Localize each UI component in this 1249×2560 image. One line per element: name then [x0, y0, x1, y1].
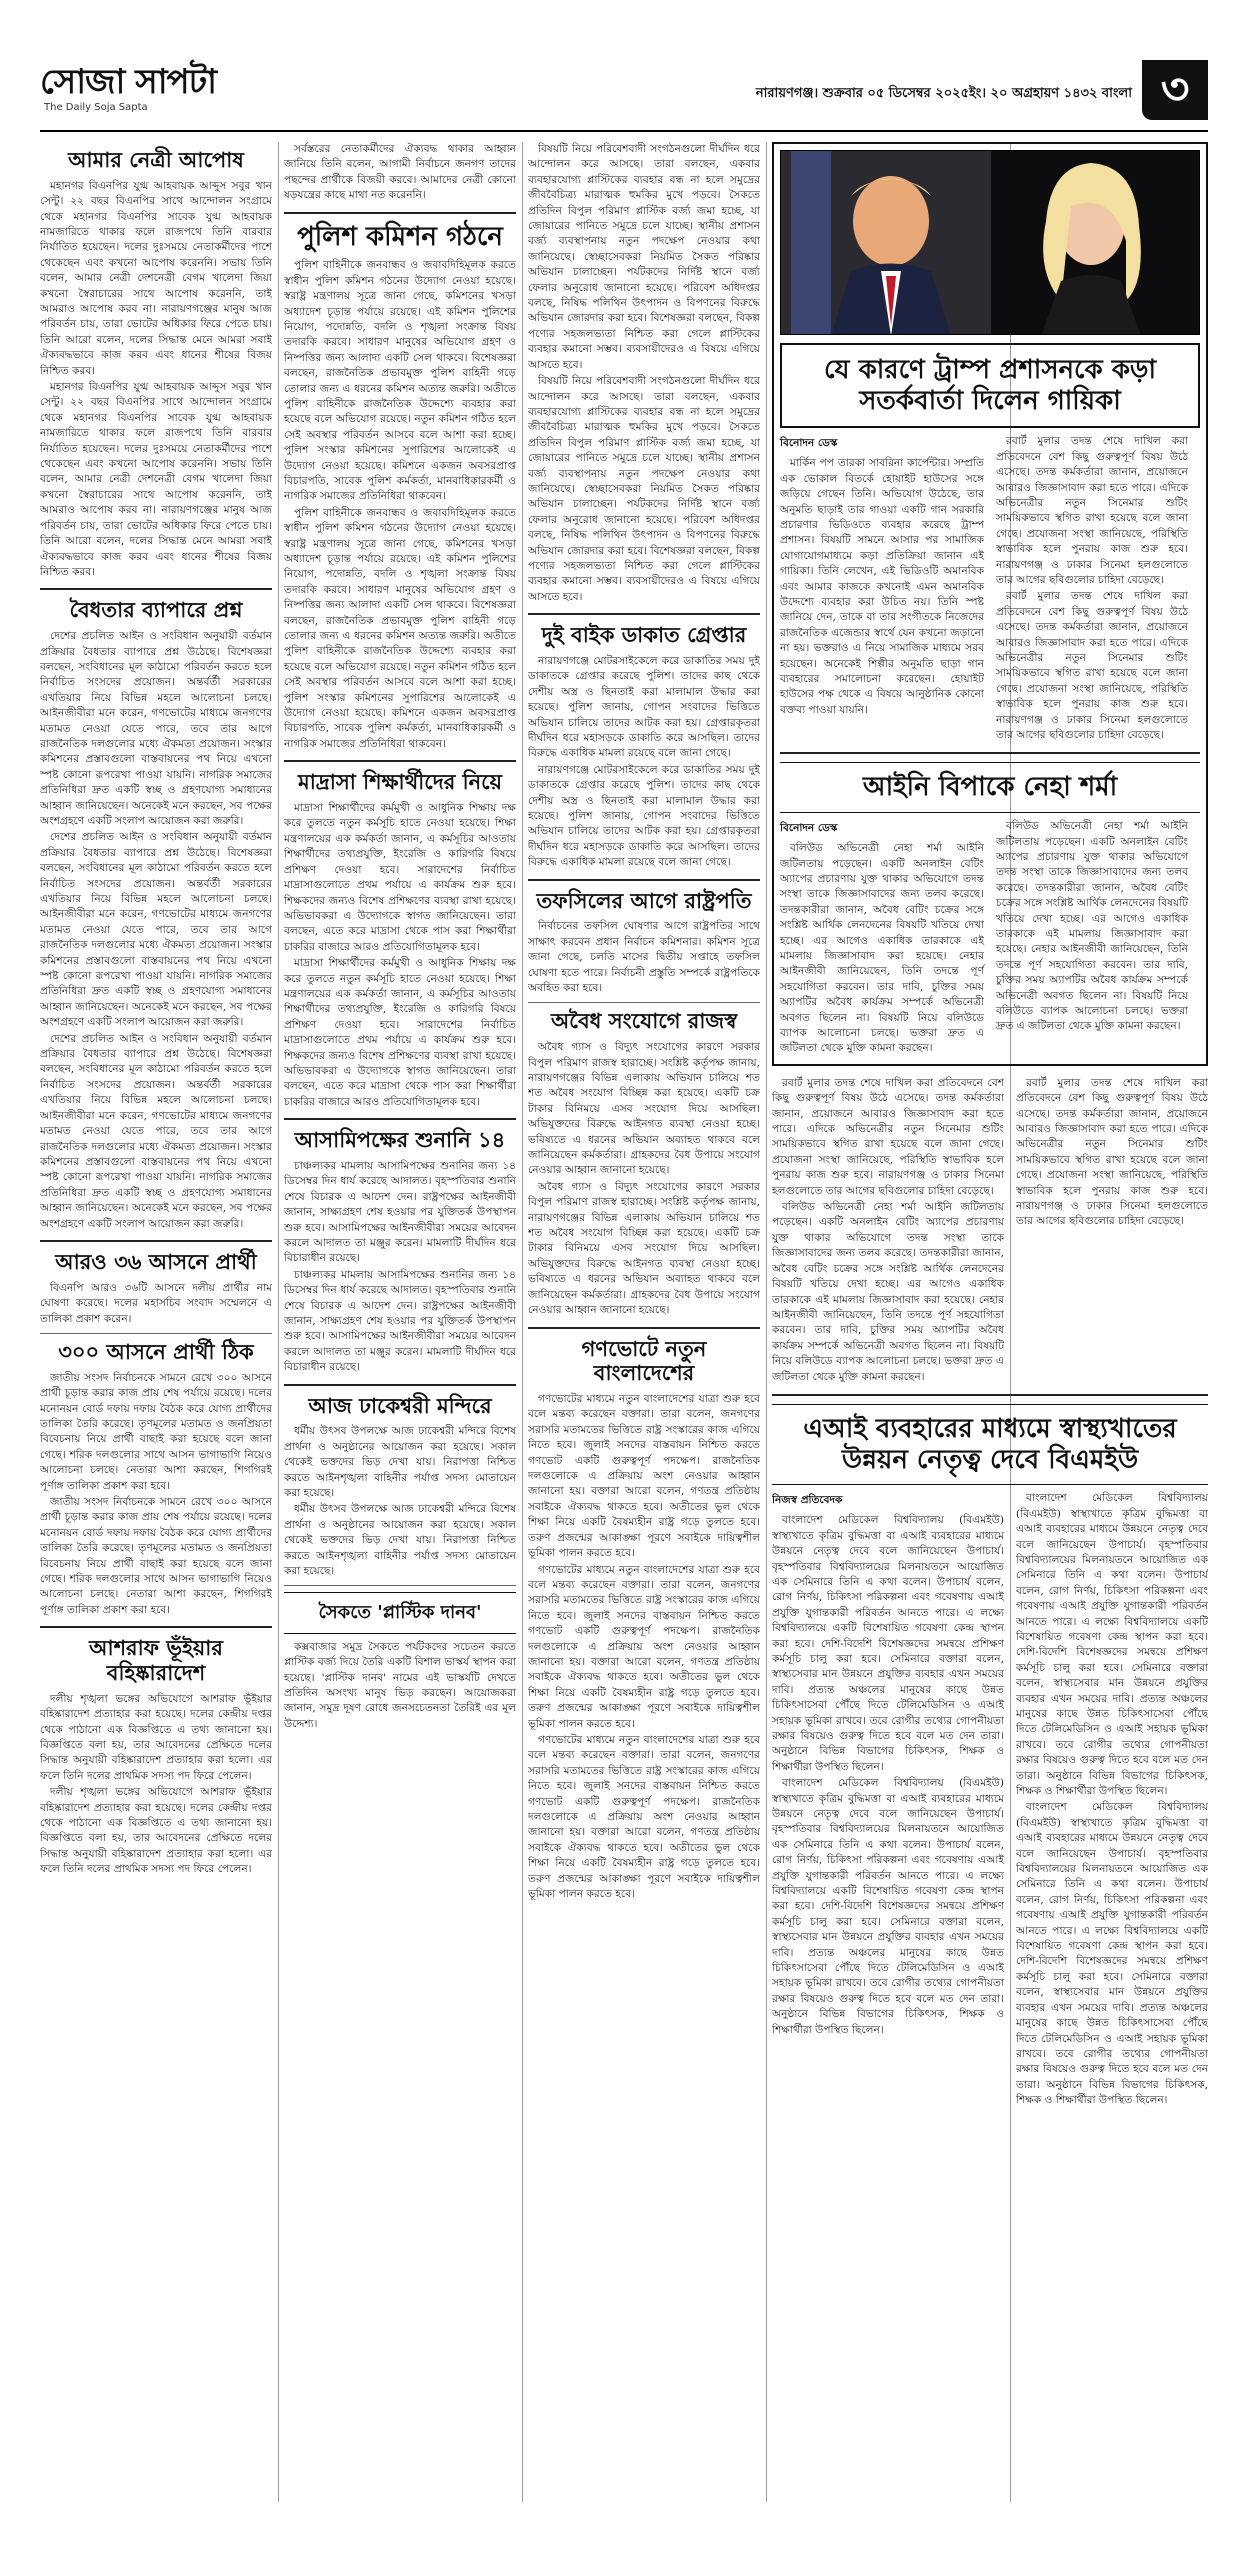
lower-col-left — [772, 1076, 1004, 1386]
feature-col-right — [1016, 1491, 1208, 2109]
photo-illustration — [781, 151, 1200, 335]
article-body: রবার্ট মুলার তদন্ত শেষে দাখিল করা প্রতিবেদনে বেশ কিছু গুরুত্বপূর্ণ বিষয় উঠে এসেছে। তদন্ত কর্মকর্তারা জানান, প্রয়োজনে আবারও জিজ্ঞাসাবাদ করা হতে পারে। এদিকে অভিনেত্রীর নতুন সিনেমার শুটিং সাময়িকভাবে স্থগিত রাখা হয়েছে বলে জানা গেছে। প্রযোজনা সংস্থা জানিয়েছে, পরিস্থিতি স্বাভাবিক হলে পুনরায় কাজ শুরু হবে। নারায়ণগঞ্জ ও ঢাকার সিনেমা হলগুলোতে তার আগের ছবিগুলোর চাহিদা বেড়েছে। — [1016, 1076, 1208, 1228]
article-illegal-connection — [528, 1009, 760, 1318]
divider — [528, 1002, 760, 1003]
dateline: নারায়ণগঞ্জ। শুক্রবার ০৫ ডিসেম্বর ২০২৫ইং। ২০ অগ্রহায়ণ ১৪৩২ বাংলা — [755, 86, 1132, 101]
article-body: কক্সবাজার সমুদ্র সৈকতে পর্যটকদের সচেতন করতে প্লাস্টিক বর্জ্য দিয়ে তৈরি একটি বিশাল ভাস্কর্য স্থাপন করা হয়েছে। 'প্লাস্টিক দানব' নামের এই ভাস্কর্যটি দেখতে প্রতিদিন অসংখ্য মানুষ ভিড় করছেন। আয়োজকরা জানান, সমুদ্র দূষণ রোধে জনসচেতনতা তৈরিই এর মূল উদ্দেশ্য। — [284, 1640, 516, 1730]
masthead — [40, 58, 1208, 132]
article-madrasa — [284, 770, 516, 1110]
headline: এআই ব্যবহারের মাধ্যমে স্বাস্থ্যখাতের উন্নয়ন নেতৃত্ব দেবে বিএমইউ — [803, 1413, 1177, 1475]
newspaper-logo — [40, 62, 230, 120]
article-body: দলীয় শৃঙ্খলা ভঙ্গের অভিযোগে আশরাফ ভূঁইয়ার বহিষ্কারাদেশ প্রত্যাহার করা হয়েছে। দলের কেন্দ্রীয় দপ্তর থেকে পাঠানো এক বিজ্ঞপ্তিতে এ তথ্য জানানো হয়। বিজ্ঞপ্তিতে বলা হয়, তার আবেদনের প্রেক্ষিতে দলের সিদ্ধান্ত অনুযায়ী বহিষ্কারাদেশ প্রত্যাহার করা হলো। এর ফলে তিনি দলের প্রাথমিক সদস্য পদ ফিরে পেলেন। দলীয় শৃঙ্খলা ভঙ্গের অভিযোগে আশরাফ ভূঁইয়ার বহিষ্কারাদেশ প্রত্যাহার করা হয়েছে। দলের কেন্দ্রীয় দপ্তর থেকে পাঠানো এক বিজ্ঞপ্তিতে এ তথ্য জানানো হয়। বিজ্ঞপ্তিতে বলা হয়, তার আবেদনের প্রেক্ষিতে দলের সিদ্ধান্ত অনুযায়ী বহিষ্কারাদেশ প্রত্যাহার করা হলো। এর ফলে তিনি দলের প্রাথমিক সদস্য পদ ফিরে পেলেন। — [40, 1692, 272, 1876]
headline: আমার নেত্রী আপোষ — [68, 148, 244, 172]
page-number: ৩ — [1142, 60, 1208, 120]
headline: ৩০০ আসনে প্রার্থী ঠিক — [58, 1339, 254, 1364]
lower-columns — [772, 1076, 1208, 1386]
article-body: নির্বাচনের তফসিল ঘোষণার আগে রাষ্ট্রপতির সাথে সাক্ষাৎ করবেন প্রধান নির্বাচন কমিশনার। কমিশন সূত্রে জানা গেছে, চলতি মাসের দ্বিতীয় সপ্তাহে তফসিল ঘোষণা হতে পারে। নির্বাচনী প্রস্তুতি সম্পর্কে রাষ্ট্রপতিকে অবহিত করা হবে। — [528, 920, 760, 995]
article-36-seats — [40, 1250, 272, 1327]
divider — [40, 588, 272, 590]
byline: বিনোদন ডেস্ক — [780, 822, 838, 835]
article-plastic-monster — [284, 1592, 516, 1732]
entertainment-section — [772, 142, 1208, 2502]
feature-col-left — [772, 1491, 1004, 2109]
headline: পুলিশ কমিশন গঠনে — [297, 221, 503, 252]
divider — [284, 1585, 516, 1586]
byline: নিজস্ব প্রতিবেদক — [772, 1494, 843, 1507]
headline: বৈধতার ব্যাপারে প্রশ্ন — [69, 598, 243, 623]
headline-box — [780, 762, 1200, 813]
headline: আজ ঢাকেশ্বরী মন্দিরে — [308, 1393, 492, 1418]
headline-box — [284, 1592, 516, 1633]
divider — [284, 212, 516, 214]
headline-box — [772, 1404, 1208, 1485]
article-hearing — [284, 1128, 516, 1375]
feature-columns — [772, 1491, 1208, 2109]
feature-box — [772, 142, 1208, 1066]
article-body: অবৈধ গ্যাস ও বিদ্যুৎ সংযোগের কারণে সরকার বিপুল পরিমাণ রাজস্ব হারাচ্ছে। সংশ্লিষ্ট কর্তৃপক্ষ জানায়, নারায়ণগঞ্জের বিভিন্ন এলাকায় অভিযান চালিয়ে শত শত অবৈধ সংযোগ বিচ্ছিন্ন করা হয়েছে। একটি চক্র টাকার বিনিময়ে এসব সংযোগ দিয়ে আসছিল। অভিযুক্তদের বিরুদ্ধে আইনগত ব্যবস্থা নেওয়া হচ্ছে। ভবিষ্যতে এ ধরনের অভিযান অব্যাহত থাকবে বলে জানিয়েছেন কর্মকর্তারা। গ্রাহকদের বৈধ উপায়ে সংযোগ নেওয়ার আহ্বান জানানো হয়েছে। অবৈধ গ্যাস ও বিদ্যুৎ সংযোগের কারণে সরকার বিপুল পরিমাণ রাজস্ব হারাচ্ছে। সংশ্লিষ্ট কর্তৃপক্ষ জানায়, নারায়ণগঞ্জের বিভিন্ন এলাকায় অভিযান চালিয়ে শত শত অবৈধ সংযোগ বিচ্ছিন্ন করা হয়েছে। একটি চক্র টাকার বিনিময়ে এসব সংযোগ দিয়ে আসছিল। অভিযুক্তদের বিরুদ্ধে আইনগত ব্যবস্থা নেওয়া হচ্ছে। ভবিষ্যতে এ ধরনের অভিযান অব্যাহত থাকবে বলে জানিয়েছেন কর্মকর্তারা। গ্রাহকদের বৈধ উপায়ে সংযোগ নেওয়ার আহ্বান জানানো হয়েছে। — [528, 1041, 760, 1317]
feature-col-left — [780, 819, 984, 1058]
article-body: বিএনপি আরও ৩৬টি আসনে দলীয় প্রার্থীর নাম ঘোষণা করেছে। দলের মহাসচিব সংবাদ সম্মেলনে এ তালিকা প্রকাশ করেন। — [40, 1281, 272, 1325]
article-body: বলিউড অভিনেত্রী নেহা শর্মা আইনি জটিলতায় পড়েছেন। একটি অনলাইন বেটিং অ্যাপের প্রচারণায় যুক্ত থাকার অভিযোগে তদন্ত সংস্থা তাকে জিজ্ঞাসাবাদের জন্য তলব করেছে। তদন্তকারীরা জানান, অবৈধ বেটিং চক্রের সঙ্গে সংশ্লিষ্ট আর্থিক লেনদেনের বিষয়টি খতিয়ে দেখা হচ্ছে। এর আগেও একাধিক তারকাকে এই মামলায় জিজ্ঞাসাবাদ করা হয়েছে। নেহার আইনজীবী জানিয়েছেন, তিনি তদন্তে পূর্ণ সহযোগিতা করবেন। তার দাবি, চুক্তির সময় অ্যাপটির অবৈধ কার্যক্রম সম্পর্কে অভিনেত্রী অবগত ছিলেন না। বিষয়টি নিয়ে বলিউডে ব্যাপক আলোচনা চলছে। ভক্তরা দ্রুত এ জটিলতা থেকে মুক্তি কামনা করছেন। — [996, 820, 1188, 1033]
article-body: বলিউড অভিনেত্রী নেহা শর্মা আইনি জটিলতায় পড়েছেন। একটি অনলাইন বেটিং অ্যাপের প্রচারণায় যুক্ত থাকার অভিযোগে তদন্ত সংস্থা তাকে জিজ্ঞাসাবাদের জন্য তলব করেছে। তদন্তকারীরা জানান, অবৈধ বেটিং চক্রের সঙ্গে সংশ্লিষ্ট আর্থিক লেনদেনের বিষয়টি খতিয়ে দেখা হচ্ছে। এর আগেও একাধিক তারকাকে এই মামলায় জিজ্ঞাসাবাদ করা হয়েছে। নেহার আইনজীবী জানিয়েছেন, তিনি তদন্তে পূর্ণ সহযোগিতা করবেন। তার দাবি, চুক্তির সময় অ্যাপটির অবৈধ কার্যক্রম সম্পর্কে অভিনেত্রী অবগত ছিলেন না। বিষয়টি নিয়ে বলিউডে ব্যাপক আলোচনা চলছে। ভক্তরা দ্রুত এ জটিলতা থেকে মুক্তি কামনা করছেন। — [780, 842, 984, 1055]
headline-box — [780, 343, 1200, 428]
column-1 — [40, 142, 272, 2502]
article-body: মার্কিন পপ তারকা সাবরিনা কার্পেন্টার। সম্প্রতি এক ভোকাল বিতর্কে হোয়াইট হাউসের সঙ্গে জড়িয়ে গেছেন তিনি। অভিযোগ উঠেছে, তার অনুমতি ছাড়াই তার গাওয়া একটি গান সরকারি প্রচারণার ভিডিওতে ব্যবহার করেছে ট্রাম্প প্রশাসন। বিষয়টি সামনে আসার পর সামাজিক যোগাযোগমাধ্যমে কড়া প্রতিক্রিয়া জানান এই গায়িকা। তিনি লেখেন, এই ভিডিওটি অমানবিক এবং আমার কাজকে কখনোই এমন অমানবিক উদ্দেশ্যে ব্যবহার করা উচিত নয়। তিনি স্পষ্ট জানিয়ে দেন, তাকে বা তার সংগীতকে নিজেদের রাজনৈতিক এজেন্ডার স্বার্থে যেন কখনো জড়ানো না হয়। ভক্তরাও এ নিয়ে সামাজিক মাধ্যমে সরব হয়েছেন। অনেকেই শিল্পীর অনুমতি ছাড়া গান ব্যবহারের সমালোচনা করেছেন। হোয়াইট হাউসের পক্ষ থেকে এ বিষয়ে আনুষ্ঠানিক কোনো বক্তব্য পাওয়া যায়নি। — [780, 457, 984, 716]
article-body: জাতীয় সংসদ নির্বাচনকে সামনে রেখে ৩০০ আসনে প্রার্থী চূড়ান্ত করার কাজ প্রায় শেষ পর্যায়ে রয়েছে। দলের মনোনয়ন বোর্ড দফায় দফায় বৈঠক করে যোগ্য প্রার্থীদের তালিকা তৈরি করেছে। তৃণমূলের মতামত ও জনপ্রিয়তা বিবেচনায় নিয়ে প্রার্থী বাছাই করা হয়েছে বলে জানা গেছে। শরিক দলগুলোর সাথে আসন ভাগাভাগি নিয়েও আলোচনা চলছে। নেতারা আশা করছেন, শিগগিরই পূর্ণাঙ্গ তালিকা প্রকাশ করা হবে। জাতীয় সংসদ নির্বাচনকে সামনে রেখে ৩০০ আসনে প্রার্থী চূড়ান্ত করার কাজ প্রায় শেষ পর্যায়ে রয়েছে। দলের মনোনয়ন বোর্ড দফায় দফায় বৈঠক করে যোগ্য প্রার্থীদের তালিকা তৈরি করেছে। তৃণমূলের মতামত ও জনপ্রিয়তা বিবেচনায় নিয়ে প্রার্থী বাছাই করা হয়েছে বলে জানা গেছে। শরিক দলগুলোর সাথে আসন ভাগাভাগি নিয়েও আলোচনা চলছে। নেতারা আশা করছেন, শিগগিরই পূর্ণাঙ্গ তালিকা প্রকাশ করা হবে। — [40, 1371, 272, 1616]
divider — [528, 613, 760, 615]
article-ai-health — [772, 1404, 1208, 2110]
article-dhakeshwari — [284, 1394, 516, 1580]
divider — [40, 1333, 272, 1334]
article-body: মহানগর বিএনপির যুগ্ম আহবায়ক আব্দুস সবুর খান সেন্টু। ২২ বছর বিএনপির সাথে আন্দোলন সংগ্রামে থেকে মহানগর বিএনপির সাবেক যুগ্ম আহবায়ক নামজারিতে থাকার ফলে রাজপথে তিনি বারবার নির্যাতিত হয়েছেন। দলের দুঃসময়ে নেতাকর্মীদের পাশে থেকেছেন এবং কখনো আপোষ করেননি। সভায় তিনি বলেন, আমার নেত্রী দেশনেত্রী বেগম খালেদা জিয়া কখনো স্বৈরাচারের সাথে আপোষ করেননি, তাই আমরাও আপোষ করব না। নারায়ণগঞ্জের মানুষ আজ পরিবর্তন চায়, তারা ভোটের অধিকার ফিরে পেতে চায়। তিনি আরো বলেন, দলের সিদ্ধান্ত মেনে আমরা সবাই ঐক্যবদ্ধভাবে কাজ করব এবং ধানের শীষের বিজয় নিশ্চিত করব। মহানগর বিএনপির যুগ্ম আহবায়ক আব্দুস সবুর খান সেন্টু। ২২ বছর বিএনপির সাথে আন্দোলন সংগ্রামে থেকে মহানগর বিএনপির সাবেক যুগ্ম আহবায়ক নামজারিতে থাকার ফলে রাজপথে তিনি বারবার নির্যাতিত হয়েছেন। দলের দুঃসময়ে নেতাকর্মীদের পাশে থেকেছেন এবং কখনো আপোষ করেননি। সভায় তিনি বলেন, আমার নেত্রী দেশনেত্রী বেগম খালেদা জিয়া কখনো স্বৈরাচারের সাথে আপোষ করেননি, তাই আমরাও আপোষ করব না। নারায়ণগঞ্জের মানুষ আজ পরিবর্তন চায়, তারা ভোটের অধিকার ফিরে পেতে চায়। তিনি আরো বলেন, দলের সিদ্ধান্ত মেনে আমরা সবাই ঐক্যবদ্ধভাবে কাজ করব এবং ধানের শীষের বিজয় নিশ্চিত করব। — [40, 179, 272, 578]
article-body: ধর্মীয় উৎসব উপলক্ষে আজ ঢাকেশ্বরী মন্দিরে বিশেষ প্রার্থনা ও অনুষ্ঠানের আয়োজন করা হয়েছে। সকাল থেকেই ভক্তদের ভিড় দেখা যায়। নিরাপত্তা নিশ্চিত করতে আইনশৃঙ্খলা বাহিনীর পর্যাপ্ত সদস্য মোতায়েন করা হয়েছে। ধর্মীয় উৎসব উপলক্ষে আজ ঢাকেশ্বরী মন্দিরে বিশেষ প্রার্থনা ও অনুষ্ঠানের আয়োজন করা হয়েছে। সকাল থেকেই ভক্তদের ভিড় দেখা যায়। নিরাপত্তা নিশ্চিত করতে আইনশৃঙ্খলা বাহিনীর পর্যাপ্ত সদস্য মোতায়েন করা হয়েছে। — [284, 1425, 516, 1578]
divider — [772, 1394, 1208, 1396]
column-divider — [522, 142, 523, 2502]
divider — [40, 1240, 272, 1242]
news-photo — [780, 150, 1200, 335]
divider — [528, 879, 760, 881]
headline: তফসিলের আগে রাষ্ট্রপতি — [536, 888, 752, 913]
article-president — [528, 889, 760, 997]
article-boidhota — [40, 598, 272, 1232]
article-body: গণভোটের মাধ্যমে নতুন বাংলাদেশের যাত্রা শুরু হবে বলে মন্তব্য করেছেন বক্তারা। তারা বলেন, জনগণের সরাসরি মতামতের ভিত্তিতে রাষ্ট্র সংস্কারের কাজ এগিয়ে নিতে হবে। জুলাই সনদের বাস্তবায়ন নিশ্চিত করতে গণভোট একটি গুরুত্বপূর্ণ পদক্ষেপ। রাজনৈতিক দলগুলোকে এ প্রক্রিয়ায় অংশ নেওয়ার আহ্বান জানানো হয়। বক্তারা আরো বলেন, গণতন্ত্র প্রতিষ্ঠায় সবাইকে ঐক্যবদ্ধ থাকতে হবে। অতীতের ভুল থেকে শিক্ষা নিয়ে একটি বৈষম্যহীন রাষ্ট্র গড়ে তুলতে হবে। তরুণ প্রজন্মের আকাঙ্ক্ষা পূরণে সবাইকে দায়িত্বশীল ভূমিকা পালন করতে হবে। গণভোটের মাধ্যমে নতুন বাংলাদেশের যাত্রা শুরু হবে বলে মন্তব্য করেছেন বক্তারা। তারা বলেন, জনগণের সরাসরি মতামতের ভিত্তিতে রাষ্ট্র সংস্কারের কাজ এগিয়ে নিতে হবে। জুলাই সনদের বাস্তবায়ন নিশ্চিত করতে গণভোট একটি গুরুত্বপূর্ণ পদক্ষেপ। রাজনৈতিক দলগুলোকে এ প্রক্রিয়ায় অংশ নেওয়ার আহ্বান জানানো হয়। বক্তারা আরো বলেন, গণতন্ত্র প্রতিষ্ঠায় সবাইকে ঐক্যবদ্ধ থাকতে হবে। অতীতের ভুল থেকে শিক্ষা নিয়ে একটি বৈষম্যহীন রাষ্ট্র গড়ে তুলতে হবে। তরুণ প্রজন্মের আকাঙ্ক্ষা পূরণে সবাইকে দায়িত্বশীল ভূমিকা পালন করতে হবে। গণভোটের মাধ্যমে নতুন বাংলাদেশের যাত্রা শুরু হবে বলে মন্তব্য করেছেন বক্তারা। তারা বলেন, জনগণের সরাসরি মতামতের ভিত্তিতে রাষ্ট্র সংস্কারের কাজ এগিয়ে নিতে হবে। জুলাই সনদের বাস্তবায়ন নিশ্চিত করতে গণভোট একটি গুরুত্বপূর্ণ পদক্ষেপ। রাজনৈতিক দলগুলোকে এ প্রক্রিয়ায় অংশ নেওয়ার আহ্বান জানানো হয়। বক্তারা আরো বলেন, গণতন্ত্র প্রতিষ্ঠায় সবাইকে ঐক্যবদ্ধ থাকতে হবে। অতীতের ভুল থেকে শিক্ষা নিয়ে একটি বৈষম্যহীন রাষ্ট্র গড়ে তুলতে হবে। তরুণ প্রজন্মের আকাঙ্ক্ষা পূরণে সবাইকে দায়িত্বশীল ভূমিকা পালন করতে হবে। — [528, 1393, 760, 1901]
divider — [284, 1118, 516, 1120]
article-bike-robbers — [528, 623, 760, 870]
article-body: নারায়ণগঞ্জে মোটরসাইকেলে করে ডাকাতির সময় দুই ডাকাতকে গ্রেপ্তার করেছে পুলিশ। তাদের কাছ থেকে দেশীয় অস্ত্র ও ছিনতাই করা মালামাল উদ্ধার করা হয়েছে। পুলিশ জানায়, গোপন সংবাদের ভিত্তিতে অভিযান চালিয়ে তাদের আটক করা হয়। গ্রেপ্তারকৃতরা দীর্ঘদিন ধরে মহাসড়কে ডাকাতি করে আসছিল। তাদের বিরুদ্ধে একাধিক মামলা রয়েছে বলে জানা গেছে। নারায়ণগঞ্জে মোটরসাইকেলে করে ডাকাতির সময় দুই ডাকাতকে গ্রেপ্তার করেছে পুলিশ। তাদের কাছ থেকে দেশীয় অস্ত্র ও ছিনতাই করা মালামাল উদ্ধার করা হয়েছে। পুলিশ জানায়, গোপন সংবাদের ভিত্তিতে অভিযান চালিয়ে তাদের আটক করা হয়। গ্রেপ্তারকৃতরা দীর্ঘদিন ধরে মহাসড়কে ডাকাতি করে আসছিল। তাদের বিরুদ্ধে একাধিক মামলা রয়েছে বলে জানা গেছে। — [528, 654, 760, 869]
article-referendum — [528, 1337, 760, 1903]
logo-title: সোজা সাপটা — [40, 62, 217, 102]
article-continuation: বিষয়টি নিয়ে পরিবেশবাদী সংগঠনগুলো দীর্ঘদিন ধরে আন্দোলন করে আসছে। তারা বলছেন, একবার ব্যবহারযোগ্য প্লাস্টিকের ব্যবহার বন্ধ না হলে সমুদ্রের জীববৈচিত্র্য মারাত্মক হুমকির মুখে পড়বে। সৈকতে প্রতিদিন বিপুল পরিমাণ প্লাস্টিক বর্জ্য জমা হচ্ছে, যা জোয়ারের পানিতে সমুদ্রে চলে যাচ্ছে। স্থানীয় প্রশাসন বর্জ্য ব্যবস্থাপনায় নতুন পদক্ষেপ নেওয়ার কথা জানিয়েছে। স্বেচ্ছাসেবকরা নিয়মিত সৈকত পরিষ্কার অভিযান চালাচ্ছেন। পর্যটকদের নির্দিষ্ট স্থানে বর্জ্য ফেলার অনুরোধ জানানো হয়েছে। পরিবেশ অধিদপ্তর বলছে, নিষিদ্ধ পলিথিন উৎপাদন ও বিপণনের বিরুদ্ধে অভিযান জোরদার করা হবে। বিশেষজ্ঞরা বলছেন, বিকল্প পণ্যের সহজলভ্যতা নিশ্চিত করা গেলে প্লাস্টিকের ব্যবহার কমানো সম্ভব। ব্যবসায়ীদেরও এ বিষয়ে এগিয়ে আসতে হবে। বিষয়টি নিয়ে পরিবেশবাদী সংগঠনগুলো দীর্ঘদিন ধরে আন্দোলন করে আসছে। তারা বলছেন, একবার ব্যবহারযোগ্য প্লাস্টিকের ব্যবহার বন্ধ না হলে সমুদ্রের জীববৈচিত্র্য মারাত্মক হুমকির মুখে পড়বে। সৈকতে প্রতিদিন বিপুল পরিমাণ প্লাস্টিক বর্জ্য জমা হচ্ছে, যা জোয়ারের পানিতে সমুদ্রে চলে যাচ্ছে। স্থানীয় প্রশাসন বর্জ্য ব্যবস্থাপনায় নতুন পদক্ষেপ নেওয়ার কথা জানিয়েছে। স্বেচ্ছাসেবকরা নিয়মিত সৈকত পরিষ্কার অভিযান চালাচ্ছেন। পর্যটকদের নির্দিষ্ট স্থানে বর্জ্য ফেলার অনুরোধ জানানো হয়েছে। পরিবেশ অধিদপ্তর বলছে, নিষিদ্ধ পলিথিন উৎপাদন ও বিপণনের বিরুদ্ধে অভিযান জোরদার করা হবে। বিশেষজ্ঞরা বলছেন, বিকল্প পণ্যের সহজলভ্যতা নিশ্চিত করা গেলে প্লাস্টিকের ব্যবহার কমানো সম্ভব। ব্যবসায়ীদেরও এ বিষয়ে এগিয়ে আসতে হবে। — [528, 143, 760, 603]
column-2 — [284, 142, 516, 2502]
divider — [528, 1327, 760, 1329]
article-body: বাংলাদেশ মেডিকেল বিশ্ববিদ্যালয় (বিএমইউ) স্বাস্থ্যখাতে কৃত্রিম বুদ্ধিমত্তা বা এআই ব্যবহারের মাধ্যমে উন্নয়নে নেতৃত্ব দেবে বলে জানিয়েছেন উপাচার্য। বৃহস্পতিবার বিশ্ববিদ্যালয়ের মিলনায়তনে আয়োজিত এক সেমিনারে তিনি এ কথা বলেন। উপাচার্য বলেন, রোগ নির্ণয়, চিকিৎসা পরিকল্পনা এবং গবেষণায় এআই প্রযুক্তি যুগান্তকারী পরিবর্তন আনতে পারে। এ লক্ষ্যে বিশ্ববিদ্যালয়ে একটি বিশেষায়িত গবেষণা কেন্দ্র স্থাপন করা হবে। দেশি-বিদেশি বিশেষজ্ঞদের সমন্বয়ে প্রশিক্ষণ কর্মসূচি চালু করা হবে। সেমিনারে বক্তারা বলেন, স্বাস্থ্যসেবার মান উন্নয়নে প্রযুক্তির ব্যবহার এখন সময়ের দাবি। প্রত্যন্ত অঞ্চলের মানুষের কাছে উন্নত চিকিৎসাসেবা পৌঁছে দিতে টেলিমেডিসিন ও এআই সহায়ক ভূমিকা রাখবে। তবে রোগীর তথ্যের গোপনীয়তা রক্ষার বিষয়েও গুরুত্ব দিতে হবে বলে মত দেন তারা। অনুষ্ঠানে বিভিন্ন বিভাগের চিকিৎসক, শিক্ষক ও শিক্ষার্থীরা উপস্থিত ছিলেন। বাংলাদেশ মেডিকেল বিশ্ববিদ্যালয় (বিএমইউ) স্বাস্থ্যখাতে কৃত্রিম বুদ্ধিমত্তা বা এআই ব্যবহারের মাধ্যমে উন্নয়নে নেতৃত্ব দেবে বলে জানিয়েছেন উপাচার্য। বৃহস্পতিবার বিশ্ববিদ্যালয়ের মিলনায়তনে আয়োজিত এক সেমিনারে তিনি এ কথা বলেন। উপাচার্য বলেন, রোগ নির্ণয়, চিকিৎসা পরিকল্পনা এবং গবেষণায় এআই প্রযুক্তি যুগান্তকারী পরিবর্তন আনতে পারে। এ লক্ষ্যে বিশ্ববিদ্যালয়ে একটি বিশেষায়িত গবেষণা কেন্দ্র স্থাপন করা হবে। দেশি-বিদেশি বিশেষজ্ঞদের সমন্বয়ে প্রশিক্ষণ কর্মসূচি চালু করা হবে। সেমিনারে বক্তারা বলেন, স্বাস্থ্যসেবার মান উন্নয়নে প্রযুক্তির ব্যবহার এখন সময়ের দাবি। প্রত্যন্ত অঞ্চলের মানুষের কাছে উন্নত চিকিৎসাসেবা পৌঁছে দিতে টেলিমেডিসিন ও এআই সহায়ক ভূমিকা রাখবে। তবে রোগীর তথ্যের গোপনীয়তা রক্ষার বিষয়েও গুরুত্ব দিতে হবে বলে মত দেন তারা। অনুষ্ঠানে বিভিন্ন বিভাগের চিকিৎসক, শিক্ষক ও শিক্ষার্থীরা উপস্থিত ছিলেন। — [1016, 1492, 1208, 2107]
feature-columns — [780, 434, 1200, 744]
headline: সৈকতে 'প্লাস্টিক দানব' — [318, 1602, 482, 1624]
headline: আইনি বিপাকে নেহা শর্মা — [862, 772, 1118, 803]
article-body: চাঞ্চল্যকর মামলায় আসামিপক্ষের শুনানির জন্য ১৪ ডিসেম্বর দিন ধার্য করেছে আদালত। বৃহস্পতিবার শুনানি শেষে বিচারক এ আদেশ দেন। রাষ্ট্রপক্ষের আইনজীবী জানান, সাক্ষ্যগ্রহণ শেষ হওয়ার পর যুক্তিতর্ক উপস্থাপন শুরু হবে। আসামিপক্ষের আইনজীবীরা সময়ের আবেদন করলে আদালত তা মঞ্জুর করেন। মামলাটি দীর্ঘদিন ধরে বিচারাধীন রয়েছে। চাঞ্চল্যকর মামলায় আসামিপক্ষের শুনানির জন্য ১৪ ডিসেম্বর দিন ধার্য করেছে আদালত। বৃহস্পতিবার শুনানি শেষে বিচারক এ আদেশ দেন। রাষ্ট্রপক্ষের আইনজীবী জানান, সাক্ষ্যগ্রহণ শেষ হওয়ার পর যুক্তিতর্ক উপস্থাপন শুরু হবে। আসামিপক্ষের আইনজীবীরা সময়ের আবেদন করলে আদালত তা মঞ্জুর করেন। মামলাটি দীর্ঘদিন ধরে বিচারাধীন রয়েছে। — [284, 1159, 516, 1374]
byline: বিনোদন ডেস্ক — [780, 437, 838, 450]
article-body: রবার্ট মুলার তদন্ত শেষে দাখিল করা প্রতিবেদনে বেশ কিছু গুরুত্বপূর্ণ বিষয় উঠে এসেছে। তদন্ত কর্মকর্তারা জানান, প্রয়োজনে আবারও জিজ্ঞাসাবাদ করা হতে পারে। এদিকে অভিনেত্রীর নতুন সিনেমার শুটিং সাময়িকভাবে স্থগিত রাখা হয়েছে বলে জানা গেছে। প্রযোজনা সংস্থা জানিয়েছে, পরিস্থিতি স্বাভাবিক হলে পুনরায় কাজ শুরু হবে। নারায়ণগঞ্জ ও ঢাকার সিনেমা হলগুলোতে তার আগের ছবিগুলোর চাহিদা বেড়েছে। রবার্ট মুলার তদন্ত শেষে দাখিল করা প্রতিবেদনে বেশ কিছু গুরুত্বপূর্ণ বিষয় উঠে এসেছে। তদন্ত কর্মকর্তারা জানান, প্রয়োজনে আবারও জিজ্ঞাসাবাদ করা হতে পারে। এদিকে অভিনেত্রীর নতুন সিনেমার শুটিং সাময়িকভাবে স্থগিত রাখা হয়েছে বলে জানা গেছে। প্রযোজনা সংস্থা জানিয়েছে, পরিস্থিতি স্বাভাবিক হলে পুনরায় কাজ শুরু হবে। নারায়ণগঞ্জ ও ঢাকার সিনেমা হলগুলোতে তার আগের ছবিগুলোর চাহিদা বেড়েছে। — [996, 435, 1188, 742]
column-divider — [278, 142, 279, 2502]
article-police-commission — [284, 222, 516, 753]
article-amar-netri — [40, 148, 272, 580]
divider — [40, 1626, 272, 1628]
feature-col-left — [780, 434, 984, 744]
article-body: মাদ্রাসা শিক্ষার্থীদের কর্মমুখী ও আধুনিক শিক্ষায় দক্ষ করে তুলতে নতুন কর্মসূচি হাতে নেওয়া হয়েছে। শিক্ষা মন্ত্রণালয়ের এক কর্মকর্তা জানান, এ কর্মসূচির আওতায় শিক্ষার্থীদের তথ্যপ্রযুক্তি, ইংরেজি ও কারিগরি বিষয়ে প্রশিক্ষণ দেওয়া হবে। সারাদেশের নির্বাচিত মাদ্রাসাগুলোতে প্রথম পর্যায়ে এ কার্যক্রম শুরু হবে। শিক্ষকদের জন্যও বিশেষ প্রশিক্ষণের ব্যবস্থা রাখা হয়েছে। অভিভাবকরা এ উদ্যোগকে স্বাগত জানিয়েছেন। তারা বলছেন, এতে করে মাদ্রাসা থেকে পাস করা শিক্ষার্থীরা চাকরির বাজারে আরও প্রতিযোগিতামূলক হবে। মাদ্রাসা শিক্ষার্থীদের কর্মমুখী ও আধুনিক শিক্ষায় দক্ষ করে তুলতে নতুন কর্মসূচি হাতে নেওয়া হয়েছে। শিক্ষা মন্ত্রণালয়ের এক কর্মকর্তা জানান, এ কর্মসূচির আওতায় শিক্ষার্থীদের তথ্যপ্রযুক্তি, ইংরেজি ও কারিগরি বিষয়ে প্রশিক্ষণ দেওয়া হবে। সারাদেশের নির্বাচিত মাদ্রাসাগুলোতে প্রথম পর্যায়ে এ কার্যক্রম শুরু হবে। শিক্ষকদের জন্যও বিশেষ প্রশিক্ষণের ব্যবস্থা রাখা হয়েছে। অভিভাবকরা এ উদ্যোগকে স্বাগত জানিয়েছেন। তারা বলছেন, এতে করে মাদ্রাসা থেকে পাস করা শিক্ষার্থীরা চাকরির বাজারে আরও প্রতিযোগিতামূলক হবে। — [284, 802, 516, 1108]
headline: আরও ৩৬ আসনে প্রার্থী — [55, 1249, 257, 1274]
divider — [284, 1384, 516, 1386]
headline: আসামিপক্ষের শুনানি ১৪ — [294, 1128, 506, 1153]
headline: যে কারণে ট্রাম্প প্রশাসনকে কড়া সতর্কবার্তা দিলেন গায়িকা — [823, 355, 1156, 416]
article-body: রবার্ট মুলার তদন্ত শেষে দাখিল করা প্রতিবেদনে বেশ কিছু গুরুত্বপূর্ণ বিষয় উঠে এসেছে। তদন্ত কর্মকর্তারা জানান, প্রয়োজনে আবারও জিজ্ঞাসাবাদ করা হতে পারে। এদিকে অভিনেত্রীর নতুন সিনেমার শুটিং সাময়িকভাবে স্থগিত রাখা হয়েছে বলে জানা গেছে। প্রযোজনা সংস্থা জানিয়েছে, পরিস্থিতি স্বাভাবিক হলে পুনরায় কাজ শুরু হবে। নারায়ণগঞ্জ ও ঢাকার সিনেমা হলগুলোতে তার আগের ছবিগুলোর চাহিদা বেড়েছে। বলিউড অভিনেত্রী নেহা শর্মা আইনি জটিলতায় পড়েছেন। একটি অনলাইন বেটিং অ্যাপের প্রচারণায় যুক্ত থাকার অভিযোগে তদন্ত সংস্থা তাকে জিজ্ঞাসাবাদের জন্য তলব করেছে। তদন্তকারীরা জানান, অবৈধ বেটিং চক্রের সঙ্গে সংশ্লিষ্ট আর্থিক লেনদেনের বিষয়টি খতিয়ে দেখা হচ্ছে। এর আগেও একাধিক তারকাকে এই মামলায় জিজ্ঞাসাবাদ করা হয়েছে। নেহার আইনজীবী জানিয়েছেন, তিনি তদন্তে পূর্ণ সহযোগিতা করবেন। তার দাবি, চুক্তির সময় অ্যাপটির অবৈধ কার্যক্রম সম্পর্কে অভিনেত্রী অবগত ছিলেন না। বিষয়টি নিয়ে বলিউডে ব্যাপক আলোচনা চলছে। ভক্তরা দ্রুত এ জটিলতা থেকে মুক্তি কামনা করছেন। — [772, 1076, 1004, 1383]
article-body: বাংলাদেশ মেডিকেল বিশ্ববিদ্যালয় (বিএমইউ) স্বাস্থ্যখাতে কৃত্রিম বুদ্ধিমত্তা বা এআই ব্যবহারের মাধ্যমে উন্নয়নে নেতৃত্ব দেবে বলে জানিয়েছেন উপাচার্য। বৃহস্পতিবার বিশ্ববিদ্যালয়ের মিলনায়তনে আয়োজিত এক সেমিনারে তিনি এ কথা বলেন। উপাচার্য বলেন, রোগ নির্ণয়, চিকিৎসা পরিকল্পনা এবং গবেষণায় এআই প্রযুক্তি যুগান্তকারী পরিবর্তন আনতে পারে। এ লক্ষ্যে বিশ্ববিদ্যালয়ে একটি বিশেষায়িত গবেষণা কেন্দ্র স্থাপন করা হবে। দেশি-বিদেশি বিশেষজ্ঞদের সমন্বয়ে প্রশিক্ষণ কর্মসূচি চালু করা হবে। সেমিনারে বক্তারা বলেন, স্বাস্থ্যসেবার মান উন্নয়নে প্রযুক্তির ব্যবহার এখন সময়ের দাবি। প্রত্যন্ত অঞ্চলের মানুষের কাছে উন্নত চিকিৎসাসেবা পৌঁছে দিতে টেলিমেডিসিন ও এআই সহায়ক ভূমিকা রাখবে। তবে রোগীর তথ্যের গোপনীয়তা রক্ষার বিষয়েও গুরুত্ব দিতে হবে বলে মত দেন তারা। অনুষ্ঠানে বিভিন্ন বিভাগের চিকিৎসক, শিক্ষক ও শিক্ষার্থীরা উপস্থিত ছিলেন। বাংলাদেশ মেডিকেল বিশ্ববিদ্যালয় (বিএমইউ) স্বাস্থ্যখাতে কৃত্রিম বুদ্ধিমত্তা বা এআই ব্যবহারের মাধ্যমে উন্নয়নে নেতৃত্ব দেবে বলে জানিয়েছেন উপাচার্য। বৃহস্পতিবার বিশ্ববিদ্যালয়ের মিলনায়তনে আয়োজিত এক সেমিনারে তিনি এ কথা বলেন। উপাচার্য বলেন, রোগ নির্ণয়, চিকিৎসা পরিকল্পনা এবং গবেষণায় এআই প্রযুক্তি যুগান্তকারী পরিবর্তন আনতে পারে। এ লক্ষ্যে বিশ্ববিদ্যালয়ে একটি বিশেষায়িত গবেষণা কেন্দ্র স্থাপন করা হবে। দেশি-বিদেশি বিশেষজ্ঞদের সমন্বয়ে প্রশিক্ষণ কর্মসূচি চালু করা হবে। সেমিনারে বক্তারা বলেন, স্বাস্থ্যসেবার মান উন্নয়নে প্রযুক্তির ব্যবহার এখন সময়ের দাবি। প্রত্যন্ত অঞ্চলের মানুষের কাছে উন্নত চিকিৎসাসেবা পৌঁছে দিতে টেলিমেডিসিন ও এআই সহায়ক ভূমিকা রাখবে। তবে রোগীর তথ্যের গোপনীয়তা রক্ষার বিষয়েও গুরুত্ব দিতে হবে বলে মত দেন তারা। অনুষ্ঠানে বিভিন্ন বিভাগের চিকিৎসক, শিক্ষক ও শিক্ষার্থীরা উপস্থিত ছিলেন। — [772, 1514, 1004, 2036]
divider — [780, 752, 1200, 754]
logo-subtitle: The Daily Soja Sapta — [44, 102, 148, 113]
article-continuation: সর্বস্তরের নেতাকর্মীদের ঐক্যবদ্ধ থাকার আহ্বান জানিয়ে তিনি বলেন, আগামী নির্বাচনে জনগণ তাদের পছন্দের প্রার্থীকে বিজয়ী করবে। আমাদের নেত্রী কোনো ষড়যন্ত্রের কাছে মাথা নত করেননি। — [284, 143, 516, 202]
headline: দুই বাইক ডাকাত গ্রেপ্তার — [541, 623, 747, 648]
feature-col-right — [996, 819, 1188, 1058]
newspaper-page — [40, 58, 1208, 2518]
article-ashraf — [40, 1636, 272, 1877]
headline: আশরাফ ভূঁইয়ার বহিষ্কারাদেশ — [89, 1636, 223, 1685]
column-3 — [528, 142, 760, 2502]
headline: গণভোটে নতুন বাংলাদেশের — [581, 1336, 707, 1386]
article-body: পুলিশ বাহিনীকে জনবান্ধব ও জবাবদিহিমূলক করতে স্বাধীন পুলিশ কমিশন গঠনের উদ্যোগ নেওয়া হয়েছে। স্বরাষ্ট্র মন্ত্রণালয় সূত্রে জানা গেছে, কমিশনের খসড়া অধ্যাদেশ চূড়ান্ত পর্যায়ে রয়েছে। এই কমিশন পুলিশের নিয়োগ, পদোন্নতি, বদলি ও শৃঙ্খলা সংক্রান্ত বিষয় তদারকি করবে। সাধারণ মানুষের অভিযোগ গ্রহণ ও নিষ্পত্তির জন্য আলাদা একটি সেল থাকবে। বিশেষজ্ঞরা বলছেন, রাজনৈতিক প্রভাবমুক্ত পুলিশ বাহিনী গড়ে তোলার জন্য এ ধরনের কমিশন অত্যন্ত জরুরি। অতীতে পুলিশ বাহিনীকে রাজনৈতিক উদ্দেশ্যে ব্যবহার করা হয়েছে বলে অভিযোগ রয়েছে। নতুন কমিশন গঠিত হলে সেই অবস্থার পরিবর্তন আসবে বলে আশা করা হচ্ছে। পুলিশ সংস্কার কমিশনের সুপারিশের আলোকেই এ উদ্যোগ নেওয়া হয়েছে। কমিশনে একজন অবসরপ্রাপ্ত বিচারপতি, সাবেক পুলিশ কর্মকর্তা, মানবাধিকারকর্মী ও নাগরিক সমাজের প্রতিনিধিরা থাকবেন। পুলিশ বাহিনীকে জনবান্ধব ও জবাবদিহিমূলক করতে স্বাধীন পুলিশ কমিশন গঠনের উদ্যোগ নেওয়া হয়েছে। স্বরাষ্ট্র মন্ত্রণালয় সূত্রে জানা গেছে, কমিশনের খসড়া অধ্যাদেশ চূড়ান্ত পর্যায়ে রয়েছে। এই কমিশন পুলিশের নিয়োগ, পদোন্নতি, বদলি ও শৃঙ্খলা সংক্রান্ত বিষয় তদারকি করবে। সাধারণ মানুষের অভিযোগ গ্রহণ ও নিষ্পত্তির জন্য আলাদা একটি সেল থাকবে। বিশেষজ্ঞরা বলছেন, রাজনৈতিক প্রভাবমুক্ত পুলিশ বাহিনী গড়ে তোলার জন্য এ ধরনের কমিশন অত্যন্ত জরুরি। অতীতে পুলিশ বাহিনীকে রাজনৈতিক উদ্দেশ্যে ব্যবহার করা হয়েছে বলে অভিযোগ রয়েছে। নতুন কমিশন গঠিত হলে সেই অবস্থার পরিবর্তন আসবে বলে আশা করা হচ্ছে। পুলিশ সংস্কার কমিশনের সুপারিশের আলোকেই এ উদ্যোগ নেওয়া হয়েছে। কমিশনে একজন অবসরপ্রাপ্ত বিচারপতি, সাবেক পুলিশ কর্মকর্তা, মানবাধিকারকর্মী ও নাগরিক সমাজের প্রতিনিধিরা থাকবেন। — [284, 259, 516, 750]
feature-columns — [780, 819, 1200, 1058]
feature-col-right — [996, 434, 1188, 744]
divider — [284, 760, 516, 762]
column-divider — [766, 142, 767, 2502]
headline: মাদ্রাসা শিক্ষার্থীদের নিয়ে — [298, 770, 502, 795]
article-body: দেশের প্রচলিত আইন ও সংবিধান অনুযায়ী বর্তমান প্রক্রিয়ার বৈধতার ব্যাপারে প্রশ্ন উঠেছে। বিশেষজ্ঞরা বলছেন, সংবিধানের মূল কাঠামো পরিবর্তন করতে হলে নির্বাচিত সংসদের প্রয়োজন। অন্তর্বর্তী সরকারের এখতিয়ার নিয়ে বিভিন্ন মহলে আলোচনা চলছে। আইনজীবীরা মনে করেন, গণভোটের মাধ্যমে জনগণের মতামত নেওয়া যেতে পারে, তবে তার আগে রাজনৈতিক দলগুলোর মধ্যে ঐকমত্য প্রয়োজন। সংস্কার কমিশনের প্রস্তাবগুলো বাস্তবায়নের পথ নিয়ে এখনো স্পষ্ট কোনো রূপরেখা পাওয়া যায়নি। নাগরিক সমাজের প্রতিনিধিরা দ্রুত একটি স্বচ্ছ ও গ্রহণযোগ্য সমাধানের আহ্বান জানিয়েছেন। অনেকেই মনে করছেন, সব পক্ষের অংশগ্রহণে একটি সংলাপ আয়োজন করা জরুরি। দেশের প্রচলিত আইন ও সংবিধান অনুযায়ী বর্তমান প্রক্রিয়ার বৈধতার ব্যাপারে প্রশ্ন উঠেছে। বিশেষজ্ঞরা বলছেন, সংবিধানের মূল কাঠামো পরিবর্তন করতে হলে নির্বাচিত সংসদের প্রয়োজন। অন্তর্বর্তী সরকারের এখতিয়ার নিয়ে বিভিন্ন মহলে আলোচনা চলছে। আইনজীবীরা মনে করেন, গণভোটের মাধ্যমে জনগণের মতামত নেওয়া যেতে পারে, তবে তার আগে রাজনৈতিক দলগুলোর মধ্যে ঐকমত্য প্রয়োজন। সংস্কার কমিশনের প্রস্তাবগুলো বাস্তবায়নের পথ নিয়ে এখনো স্পষ্ট কোনো রূপরেখা পাওয়া যায়নি। নাগরিক সমাজের প্রতিনিধিরা দ্রুত একটি স্বচ্ছ ও গ্রহণযোগ্য সমাধানের আহ্বান জানিয়েছেন। অনেকেই মনে করছেন, সব পক্ষের অংশগ্রহণে একটি সংলাপ আয়োজন করা জরুরি। দেশের প্রচলিত আইন ও সংবিধান অনুযায়ী বর্তমান প্রক্রিয়ার বৈধতার ব্যাপারে প্রশ্ন উঠেছে। বিশেষজ্ঞরা বলছেন, সংবিধানের মূল কাঠামো পরিবর্তন করতে হলে নির্বাচিত সংসদের প্রয়োজন। অন্তর্বর্তী সরকারের এখতিয়ার নিয়ে বিভিন্ন মহলে আলোচনা চলছে। আইনজীবীরা মনে করেন, গণভোটের মাধ্যমে জনগণের মতামত নেওয়া যেতে পারে, তবে তার আগে রাজনৈতিক দলগুলোর মধ্যে ঐকমত্য প্রয়োজন। সংস্কার কমিশনের প্রস্তাবগুলো বাস্তবায়নের পথ নিয়ে এখনো স্পষ্ট কোনো রূপরেখা পাওয়া যায়নি। নাগরিক সমাজের প্রতিনিধিরা দ্রুত একটি স্বচ্ছ ও গ্রহণযোগ্য সমাধানের আহ্বান জানিয়েছেন। অনেকেই মনে করছেন, সব পক্ষের অংশগ্রহণে একটি সংলাপ আয়োজন করা জরুরি। — [40, 630, 272, 1230]
article-300-seats — [40, 1340, 272, 1618]
headline: অবৈধ সংযোগে রাজস্ব — [550, 1009, 738, 1034]
lower-col-right — [1016, 1076, 1208, 1386]
